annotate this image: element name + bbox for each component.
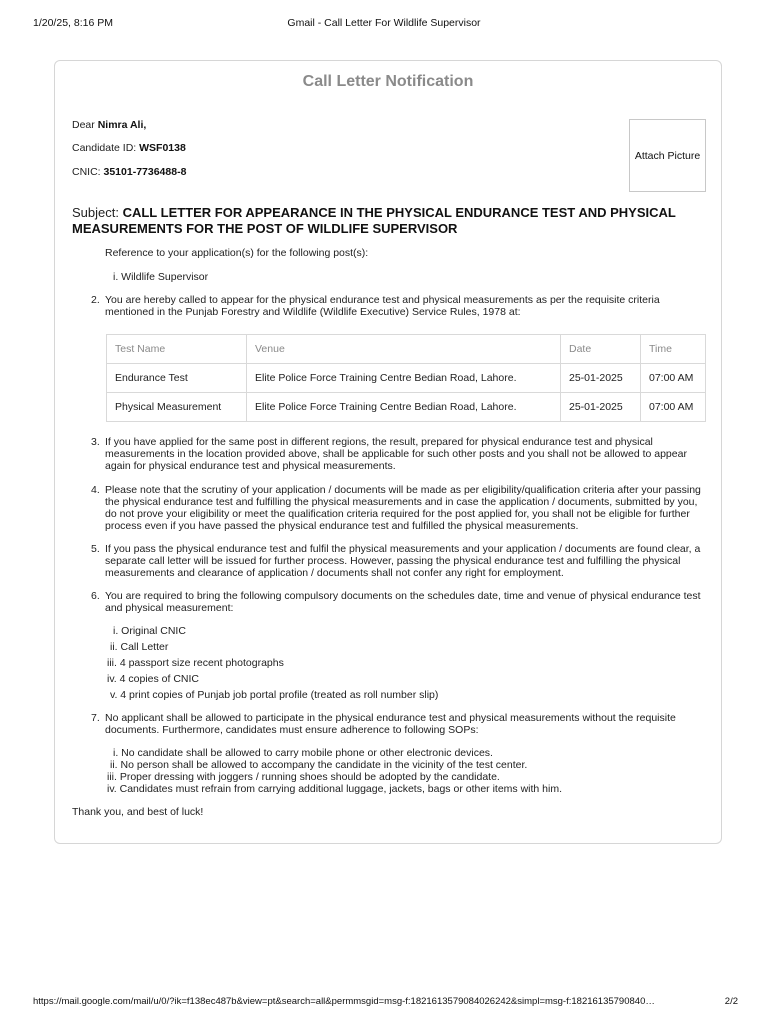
paragraph-7 <box>91 712 705 736</box>
reference-text: Reference to your application(s) for the following post(s): <box>105 247 369 259</box>
print-title: Gmail - Call Letter For Wildlife Supervisor <box>287 17 481 29</box>
column-header: Venue <box>247 335 561 364</box>
document-item: v. 4 print copies of Punjab job portal profile (treated as roll number slip) <box>110 689 439 701</box>
paragraph-number: 6. <box>91 590 100 602</box>
subject-text: CALL LETTER FOR APPEARANCE IN THE PHYSICAL ENDURANCE TEST AND PHYSICAL MEASUREMENTS FOR THE POST OF WILDLIFE SUPERVISOR <box>72 205 676 236</box>
table-cell: 07:00 AM <box>641 393 706 422</box>
post-item: i. Wildlife Supervisor <box>113 271 209 283</box>
paragraph-text: You are required to bring the following compulsory documents on the schedules date, time and venue of physical endurance test and physical measurement: <box>105 590 701 614</box>
candidate-id-line <box>72 142 186 154</box>
candidate-id-label: Candidate ID: <box>72 142 140 154</box>
document-item: iv. 4 copies of CNIC <box>107 673 200 685</box>
letter-heading: Call Letter Notification <box>302 73 474 90</box>
paragraph-number: 5. <box>91 543 100 555</box>
column-header: Test Name <box>107 335 247 364</box>
print-header <box>33 17 735 31</box>
table-cell: 07:00 AM <box>641 364 706 393</box>
paragraph-text: You are hereby called to appear for the physical endurance test and physical measurements as per the requisite criteria mentioned in the Punjab Forestry and Wildlife (Wildlife Executive) Service Rules, 1978 at: <box>105 294 660 318</box>
sop-item: ii. No person shall be allowed to accompany the candidate in the vicinity of the test center. <box>110 759 528 771</box>
table-cell: Physical Measurement <box>107 393 247 422</box>
table-cell: Elite Police Force Training Centre Bedian Road, Lahore. <box>247 364 561 393</box>
attach-picture-label: Attach Picture <box>634 149 701 162</box>
paragraph-text: Please note that the scrutiny of your application / documents will be made as per eligibility/qualification criteria after your passing the physical endurance test and fulfilling the physical measurements and in case the application / documents, submitted by you, do not prove your eligibility or meet the qualification criteria required for the post applied for, you shall not be eligible for further process even if you have passed the physical endurance test and fulfilled the physical measurements. <box>105 484 701 532</box>
cnic-value: 35101-7736488-8 <box>103 166 187 178</box>
closing-text: Thank you, and best of luck! <box>72 806 204 818</box>
paragraph-4 <box>91 484 705 532</box>
table-cell: Endurance Test <box>107 364 247 393</box>
candidate-name: Nimra Ali, <box>97 119 147 131</box>
paragraph-6 <box>91 590 705 614</box>
paragraph-3 <box>91 436 705 472</box>
print-datetime: 1/20/25, 8:16 PM <box>33 17 113 29</box>
paragraph-text: No applicant shall be allowed to participate in the physical endurance test and physical measurements without the requisite documents. Furthermore, candidates must ensure adherence to following SOPs: <box>105 712 676 736</box>
document-item: i. Original CNIC <box>113 625 186 637</box>
subject-label: Subject: <box>72 205 123 220</box>
print-footer-url: https://mail.google.com/mail/u/0/?ik=f138ec487b&view=pt&search=all&permmsgid=msg-f:1821613579084026242&simpl=msg-f:18216135790840… <box>33 996 655 1007</box>
table-row <box>107 364 706 393</box>
table-cell: Elite Police Force Training Centre Bedian Road, Lahore. <box>247 393 561 422</box>
paragraph-number: 7. <box>91 712 100 724</box>
column-header: Time <box>641 335 706 364</box>
document-item: iii. 4 passport size recent photographs <box>107 657 284 669</box>
test-schedule-table <box>106 334 706 422</box>
paragraph-text: If you pass the physical endurance test and fulfil the physical measurements and your application / documents are found clear, a separate call letter will be issued for further process. However, passing the physical endurance test and fulfilling the physical measurements and clearance of application / documents shall not confer any right for employment. <box>105 543 701 579</box>
cnic-label: CNIC: <box>72 166 104 178</box>
print-page-number: 2/2 <box>724 996 738 1007</box>
sop-item: i. No candidate shall be allowed to carry mobile phone or other electronic devices. <box>113 747 493 759</box>
paragraph-2 <box>91 294 705 318</box>
cnic-line <box>72 166 186 178</box>
paragraph-number: 3. <box>91 436 100 448</box>
document-item: ii. Call Letter <box>110 641 169 653</box>
paragraph-number: 4. <box>91 484 100 496</box>
call-letter-card <box>54 60 722 844</box>
table-header-row <box>107 335 706 364</box>
table-cell: 25-01-2025 <box>561 364 641 393</box>
paragraph-number: 2. <box>91 294 100 306</box>
subject <box>72 205 712 236</box>
greeting-prefix: Dear <box>72 119 98 131</box>
sop-item: iii. Proper dressing with joggers / running shoes should be adopted by the candidate. <box>107 771 500 783</box>
greeting <box>72 119 146 131</box>
table-row <box>107 393 706 422</box>
paragraph-text: If you have applied for the same post in different regions, the result, prepared for physical endurance test and physical measurements in the location provided above, shall be applicable for such other posts and you shall not be allowed to appear again for physical endurance test and physical measurements. <box>105 436 687 472</box>
paragraph-5 <box>91 543 705 579</box>
table-cell: 25-01-2025 <box>561 393 641 422</box>
attach-picture-box <box>629 119 706 192</box>
column-header: Date <box>561 335 641 364</box>
candidate-id: WSF0138 <box>139 142 186 154</box>
sop-item: iv. Candidates must refrain from carrying additional luggage, jackets, bags or other items with him. <box>107 783 563 795</box>
